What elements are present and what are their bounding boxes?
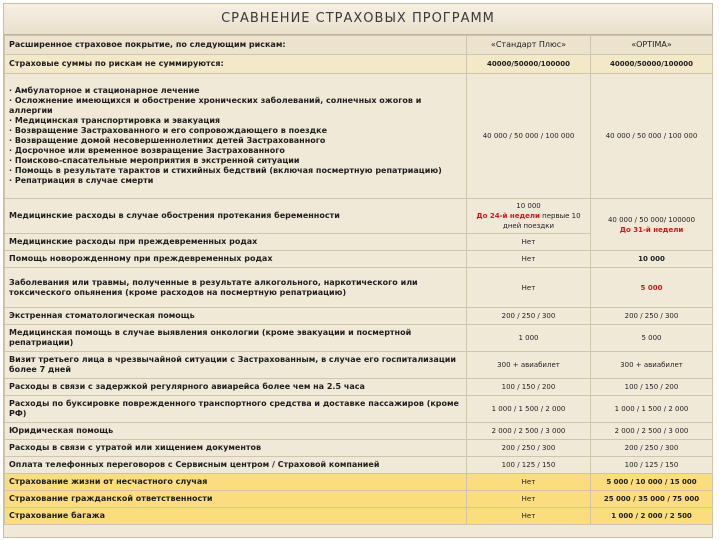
cell-standard: 40 000 / 50 000 / 100 000 — [467, 74, 591, 199]
header-label: Расширенное страховое покрытие, по следующим рискам: — [5, 36, 467, 55]
table-row — [5, 457, 713, 474]
cell-standard — [467, 199, 591, 234]
week-limit: До 31-й недели — [619, 225, 684, 234]
cell-standard: Нет — [467, 268, 591, 308]
cell-optima: 2 000 / 2 500 / 3 000 — [591, 423, 713, 440]
header-row — [5, 36, 713, 55]
cell-optima: 200 / 250 / 300 — [591, 440, 713, 457]
cell-optima: 5 000 / 10 000 / 15 000 — [591, 474, 713, 491]
row-label: Расходы в связи с утратой или хищением документов — [5, 440, 467, 457]
risk-list-cell — [5, 74, 467, 199]
table-row — [5, 268, 713, 308]
list-item: · Репатриация в случае смерти — [9, 176, 154, 185]
cell-optima: 200 / 250 / 300 — [591, 308, 713, 325]
table-row — [5, 74, 713, 199]
cell-optima: 1 000 / 2 000 / 2 500 — [591, 508, 713, 525]
table-row — [5, 396, 713, 423]
cell-optima: 40000/50000/100000 — [591, 55, 713, 74]
cell-optima: 100 / 125 / 150 — [591, 457, 713, 474]
row-label: Страхование жизни от несчастного случая — [5, 474, 467, 491]
cell-standard: Нет — [467, 234, 591, 251]
table-row — [5, 352, 713, 379]
table-row — [5, 491, 713, 508]
cell-standard: 2 000 / 2 500 / 3 000 — [467, 423, 591, 440]
cell-standard: 40000/50000/100000 — [467, 55, 591, 74]
page-title: СРАВНЕНИЕ СТРАХОВЫХ ПРОГРАММ — [4, 4, 712, 35]
slide — [3, 3, 713, 538]
list-item: · Возвращение домой несовершеннолетних детей Застрахованного — [9, 136, 326, 145]
cell-value: 10 000 — [516, 202, 541, 210]
cell-optima — [591, 199, 713, 251]
cell-optima: 10 000 — [591, 251, 713, 268]
table-row — [5, 308, 713, 325]
table-row — [5, 251, 713, 268]
cell-optima: 100 / 150 / 200 — [591, 379, 713, 396]
list-item: · Досрочное или временное возвращение Застрахованного — [9, 146, 285, 155]
cell-optima: 1 000 / 1 500 / 2 000 — [591, 396, 713, 423]
row-label: Страховые суммы по рискам не суммируются: — [5, 55, 467, 74]
cell-standard: 1 000 / 1 500 / 2 000 — [467, 396, 591, 423]
cell-standard: Нет — [467, 474, 591, 491]
table-row — [5, 55, 713, 74]
list-item: · Медицинская транспортировка и эвакуация — [9, 116, 221, 125]
list-item: · Осложнение имеющихся и обострение хронических заболеваний, солнечных ожогов и аллергии — [9, 96, 422, 115]
list-item: · Поисково-спасательные мероприятия в экстренной ситуации — [9, 156, 300, 165]
plan-standard-plus: «Стандарт Плюс» — [467, 36, 591, 55]
cell-optima: 40 000 / 50 000 / 100 000 — [591, 74, 713, 199]
row-label: Юридическая помощь — [5, 423, 467, 440]
note-text: первые 10 дней поездки — [502, 212, 581, 230]
cell-standard: 100 / 125 / 150 — [467, 457, 591, 474]
row-label: Экстренная стоматологическая помощь — [5, 308, 467, 325]
cell-standard: 1 000 — [467, 325, 591, 352]
cell-optima: 300 + авиабилет — [591, 352, 713, 379]
cell-standard: 200 / 250 / 300 — [467, 308, 591, 325]
list-item: · Помощь в результате тарактов и стихийных бедствий (включая посмертную репатриацию) — [9, 166, 442, 175]
row-label: Медицинские расходы в случае обострения протекания беременности — [5, 199, 467, 234]
table-row — [5, 423, 713, 440]
row-label: Визит третьего лица в чрезвычайной ситуации с Застрахованным, в случае его госпитализации более 7 дней — [5, 352, 467, 379]
table-row — [5, 379, 713, 396]
list-item: · Амбулаторное и стационарное лечение — [9, 86, 200, 95]
plan-optima: «OPTIMA» — [591, 36, 713, 55]
row-label: Расходы в связи с задержкой регулярного авиарейса более чем на 2.5 часа — [5, 379, 467, 396]
row-label: Заболевания или травмы, полученные в результате алкогольного, наркотического или токсического опьянения (кроме расходов на посмертную репатриацию) — [5, 268, 467, 308]
row-label: Медицинская помощь в случае выявления онкологии (кроме эвакуации и посмертной репатриации) — [5, 325, 467, 352]
table-row — [5, 474, 713, 491]
row-label: Страхование багажа — [5, 508, 467, 525]
table-row — [5, 440, 713, 457]
cell-standard: Нет — [467, 251, 591, 268]
comparison-table — [4, 35, 713, 525]
cell-standard: 200 / 250 / 300 — [467, 440, 591, 457]
cell-note — [471, 211, 586, 231]
cell-standard: 100 / 150 / 200 — [467, 379, 591, 396]
row-label: Помощь новорожденному при преждевременных родах — [5, 251, 467, 268]
cell-optima: 25 000 / 35 000 / 75 000 — [591, 491, 713, 508]
cell-standard: Нет — [467, 491, 591, 508]
cell-standard: 300 + авиабилет — [467, 352, 591, 379]
cell-optima: 5 000 — [591, 268, 713, 308]
row-label: Оплата телефонных переговоров с Сервисным центром / Страховой компанией — [5, 457, 467, 474]
cell-standard: Нет — [467, 508, 591, 525]
week-limit: До 24-й недели — [476, 212, 540, 220]
row-label: Медицинские расходы при преждевременных родах — [5, 234, 467, 251]
row-label: Расходы по буксировке поврежденного транспортного средства и доставке пассажиров (кроме РФ) — [5, 396, 467, 423]
row-label: Страхование гражданской ответственности — [5, 491, 467, 508]
cell-optima: 5 000 — [591, 325, 713, 352]
table-row — [5, 199, 713, 234]
risk-list — [9, 86, 462, 186]
table-row — [5, 325, 713, 352]
cell-value: 40 000 / 50 000/ 100000 — [607, 215, 696, 224]
list-item: · Возвращение Застрахованного и его сопровождающего в поездке — [9, 126, 327, 135]
table-row — [5, 508, 713, 525]
